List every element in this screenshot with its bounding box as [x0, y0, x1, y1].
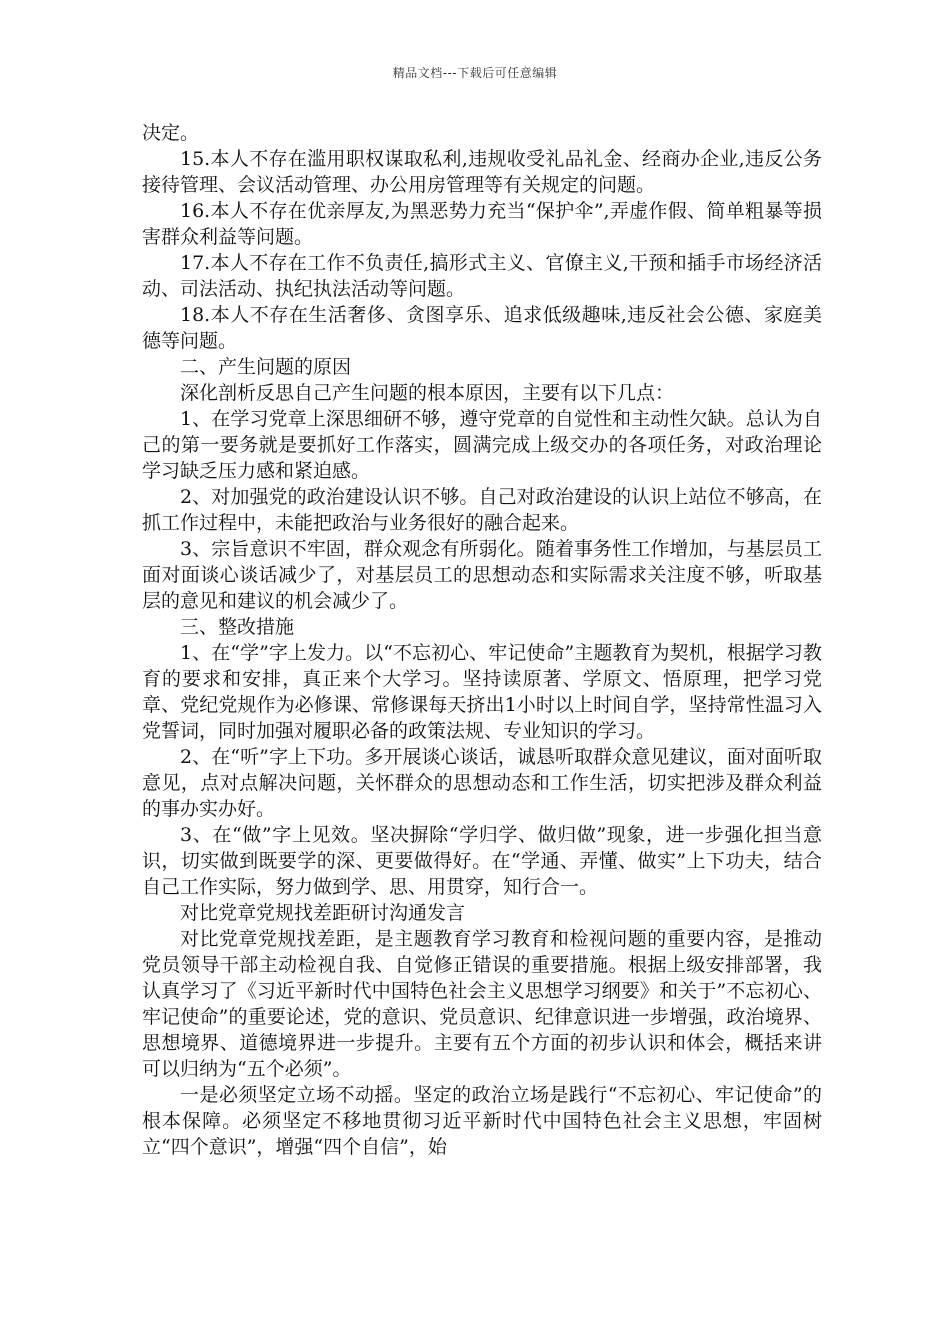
paragraph: 17.本人不存在工作不负责任,搞形式主义、官僚主义,干预和插手市场经济活动、司法活动、执纪执法活动等问题。	[142, 252, 822, 300]
paragraph: 1、在“学”字上发力。以“不忘初心、牢记使命”主题教育为契机，根据学习教育的要求和安排，真正来个大学习。坚持读原著、学原文、悟原理，把学习党章、党纪党规作为必修课、常修课每天挤出1小时以上时间自学，坚持常性温习入党誓词，同时加强对履职必备的政策法规、专业知识的学习。	[142, 642, 822, 742]
paragraph: 18.本人不存在生活奢侈、贪图享乐、追求低级趣味,违反社会公德、家庭美德等问题。	[142, 304, 822, 352]
section-heading: 三、整改措施	[180, 616, 295, 638]
paragraph: 3、宗旨意识不牢固，群众观念有所弱化。随着事务性工作增加，与基层员工面对面谈心谈话减少了，对基层员工的思想动态和实际需求关注度不够，听取基层的意见和建议的机会减少了。	[142, 538, 822, 612]
paragraph: 3、在“做”字上见效。坚决摒除“学归学、做归做”现象，进一步强化担当意识，切实做到既要学的深、更要做得好。在“学通、弄懂、做实”上下功夫，结合自己工作实际，努力做到学、思、用贯穿，知行合一。	[142, 824, 822, 898]
paragraph: 深化剖析反思自己产生问题的根本原因，主要有以下几点：	[180, 382, 675, 404]
paragraph: 决定。	[142, 122, 200, 144]
document-body	[142, 120, 822, 1160]
paragraph: 1、在学习党章上深思细研不够，遵守党章的自觉性和主动性欠缺。总认为自己的第一要务就是要抓好工作落实，圆满完成上级交办的各项任务，对政治理论学习缺乏压力感和紧迫感。	[142, 408, 822, 482]
section-heading: 二、产生问题的原因	[180, 356, 352, 378]
paragraph: 2、对加强党的政治建设认识不够。自己对政治建设的认识上站位不够高，在抓工作过程中，未能把政治与业务很好的融合起来。	[142, 486, 822, 534]
paragraph: 16.本人不存在优亲厚友,为黑恶势力充当“保护伞”,弄虚作假、简单粗暴等损害群众利益等问题。	[142, 200, 822, 248]
document-subtitle: 对比党章党规找差距研讨沟通发言	[180, 902, 466, 924]
paragraph: 一是必须坚定立场不动摇。坚定的政治立场是践行“不忘初心、牢记使命”的根本保障。必须坚定不移地贯彻习近平新时代中国特色社会主义思想，牢固树立“四个意识”，增强“四个自信”，始	[142, 1084, 822, 1158]
paragraph: 对比党章党规找差距，是主题教育学习教育和检视问题的重要内容，是推动党员领导干部主动检视自我、自觉修正错误的重要措施。根据上级安排部署，我认真学习了《习近平新时代中国特色社会主义思想学习纲要》和关于”不忘初心、牢记使命”的重要论述，党的意识、党员意识、纪律意识进一步增强，政治境界、思想境界、道德境界进一步提升。主要有五个方面的初步认识和体会，概括来讲可以归纳为“五个必须”。	[142, 928, 822, 1080]
paragraph: 2、在“听”字上下功。多开展谈心谈话，诚恳听取群众意见建议，面对面听取意见，点对点解决问题，关怀群众的思想动态和工作生活，切实把涉及群众利益的事办实办好。	[142, 746, 822, 820]
paragraph: 15.本人不存在滥用职权谋取私利,违规收受礼品礼金、经商办企业,违反公务接待管理、会议活动管理、办公用房管理等有关规定的问题。	[142, 148, 822, 196]
page-header: 精品文档---下载后可任意编辑	[392, 66, 558, 80]
